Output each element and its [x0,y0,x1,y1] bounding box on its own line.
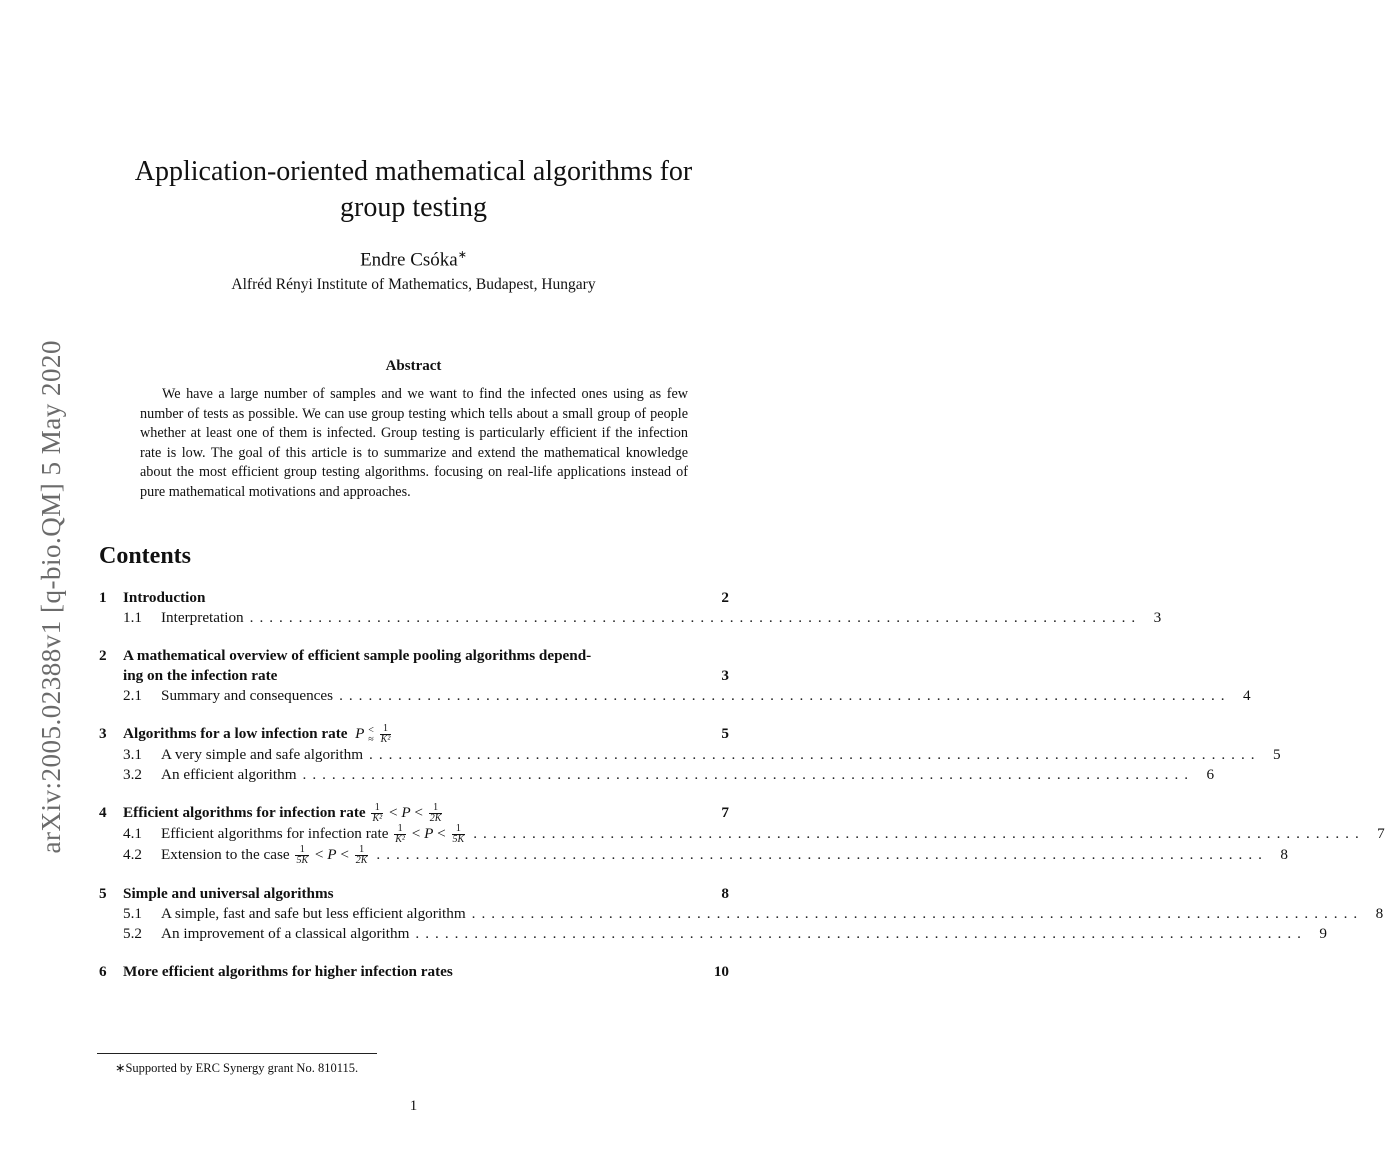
table-of-contents [99,588,1385,1000]
section-title: Efficient algorithms for infection rate $\frac{1}{\text{K²}}$ < P < $\frac{1}{2K}$ [123,802,442,825]
subsection-page: 3 [1153,609,1162,626]
toc-subentry[interactable] [99,844,1288,867]
toc-section-2 [99,646,1251,706]
section-number: 1 [99,589,107,606]
section-number: 2 [99,647,107,664]
arxiv-identifier-stamp: arXiv:2005.02388v1 [q-bio.QM] 5 May 2020 [36,340,66,854]
subsection-number: 3.2 [123,766,142,784]
section-page: 3 [721,667,729,684]
section-title: More efficient algorithms for higher infection rates [123,963,453,981]
subsection-number: 3.1 [123,746,142,764]
leader-dots: ........................................................................................... [249,609,1142,626]
toc-subentry[interactable] [99,608,1162,628]
page-number: 1 [409,1098,418,1114]
section-title: Introduction [123,589,206,606]
toc-subentry[interactable] [99,904,1384,924]
subsection-title: A very simple and safe algorithm [161,746,364,764]
subsection-page: 8 [1280,846,1288,864]
toc-section-4 [99,802,1385,867]
section-number: 6 [99,963,107,981]
subsection-number: 4.2 [123,846,142,864]
fraction: $\frac{1}{5K}$ [452,823,465,846]
section-page: 10 [713,963,729,981]
subsection-page: 4 [1243,687,1251,704]
subsection-page: 6 [1206,766,1215,784]
section-number: 4 [99,804,107,822]
subsection-number: 4.1 [123,825,142,843]
subsection-page: 8 [1375,905,1384,923]
fraction: $\frac{1}{2K}$ [355,844,368,867]
subsection-title: Interpretation [161,609,244,626]
leader-dots: ........................................................................................... [339,687,1231,704]
math-expression: P [351,725,365,742]
affiliation: Alfréd Rényi Institute of Mathematics, Budapest, Hungary [231,276,596,293]
section-title: Algorithms for a low infection rate P < ≈ $\frac{1}{\text{K²}}$ [123,723,391,746]
subsection-title: An efficient algorithm [161,766,297,784]
toc-entry[interactable] [99,588,729,608]
leader-dots: ........................................................................................... [302,766,1195,784]
fraction: $\frac{1}{\text{K²}}$ [380,723,391,746]
contents-heading: Contents [99,543,192,569]
subsection-page: 7 [1377,825,1385,843]
subsection-number: 1.1 [123,609,142,626]
subsection-title: Efficient algorithms for infection rate $\frac{1}{\text{K²}}$ < P < $\frac{1}{5K}$ [161,823,465,846]
section-title: Simple and universal algorithms [123,885,334,903]
leader-dots: ........................................................................................... [415,925,1307,943]
toc-subentry[interactable] [99,686,1251,706]
fraction: $\frac{1}{\text{K²}}$ [395,823,405,846]
toc-section-5 [99,884,1384,944]
section-page: 5 [721,725,729,742]
section-page: 2 [721,589,729,606]
toc-subentry[interactable] [99,745,1281,765]
paper-title: Application-oriented mathematical algorithms for group testing [134,156,693,223]
toc-entry[interactable] [99,724,729,745]
author-name: Endre Csóka [360,249,458,271]
section-number: 5 [99,885,107,903]
toc-section-1 [99,588,1162,628]
toc-subentry[interactable] [99,823,1385,846]
subsection-page: 9 [1319,925,1327,943]
section-number: 3 [99,725,107,742]
toc-entry[interactable] [99,884,729,904]
subsection-title: A simple, fast and safe but less efficient algorithm [161,905,466,923]
footnote: ∗Supported by ERC Synergy grant No. 810115. [115,1061,359,1075]
subsection-title: Summary and consequences [161,687,334,704]
subsection-title: An improvement of a classical algorithm [161,925,410,943]
toc-entry[interactable] [99,803,729,824]
leader-dots: ........................................................................................... [369,746,1261,764]
toc-section-3 [99,723,1281,785]
section-page: 7 [721,804,729,822]
leader-dots: ........................................................................................... [471,905,1364,923]
footnote-rule [97,1053,377,1054]
abstract-heading: Abstract [385,358,442,374]
leader-dots: ........................................................................................... [473,825,1365,843]
abstract-body: We have a large number of samples and we want to find the infected ones using as few number of tests as possible. We can use group testing which tells about a small group of people whether at least one of them is infected. Group testing is particularly efficient if the infection rate is low. The goal of this article is to summarize and extend the mathematical knowledge about the most efficient group testing algorithms. focusing on real-life applications instead of pure mathematical motivations and approaches. [140,386,688,500]
toc-entry-continuation[interactable] [99,666,729,686]
author-line [110,248,717,271]
fraction: $\frac{1}{\text{K²}}$ [372,802,383,825]
section-title-continuation: ing on the infection rate [123,667,278,684]
leader-dots: ........................................................................................... [376,846,1268,864]
toc-section-6 [99,962,729,982]
subsection-number: 2.1 [123,687,142,704]
subsection-title: Extension to the case $\frac{1}{5K}$ < P < $\frac{1}{2K}$ [161,844,368,867]
subsection-number: 5.2 [123,925,142,943]
toc-entry[interactable] [99,962,729,982]
toc-subentry[interactable] [99,924,1327,944]
section-title: A mathematical overview of efficient sample pooling algorithms depend- [123,647,592,664]
fraction: $\frac{1}{5K}$ [296,844,309,867]
author-footnote-mark: ∗ [457,249,467,261]
toc-entry[interactable] [99,646,729,666]
lesssim-approx-symbol: < ≈ [368,724,374,745]
fraction: $\frac{1}{2K}$ [429,802,442,825]
toc-subentry[interactable] [99,765,1215,785]
subsection-number: 5.1 [123,905,142,923]
subsection-page: 5 [1272,746,1281,764]
section-page: 8 [721,885,729,903]
